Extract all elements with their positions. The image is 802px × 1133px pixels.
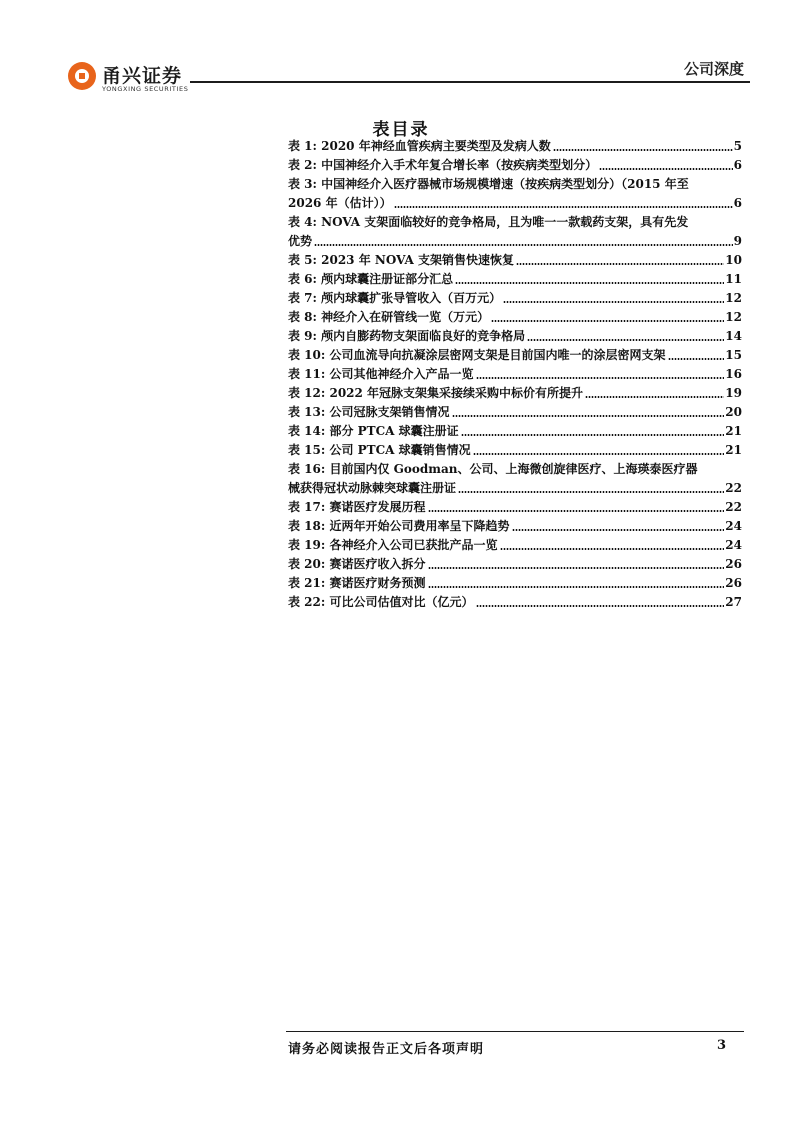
toc-item-page: 21 xyxy=(725,424,742,438)
toc-item[interactable] xyxy=(288,536,742,555)
toc-item-text-cont: 2026 年（估计）） xyxy=(288,196,392,210)
toc-item-text: 表 8: 神经介入在研管线一览（万元） xyxy=(288,310,490,324)
toc-item-text: 表 4: NOVA 支架面临较好的竞争格局，且为唯一一款载药支架，具有先发 xyxy=(288,215,689,229)
toc-item-text: 表 5: 2023 年 NOVA 支架销售快速恢复 xyxy=(288,253,514,267)
toc-leader-dots xyxy=(428,566,725,570)
toc-item-page: 20 xyxy=(725,405,742,419)
toc-item[interactable] xyxy=(288,270,742,289)
toc-item-page: 11 xyxy=(725,272,742,286)
toc-item-page: 6 xyxy=(733,158,742,172)
toc-leader-dots xyxy=(473,452,725,456)
toc-leader-dots xyxy=(314,243,733,247)
toc-leader-dots xyxy=(476,604,725,608)
toc-leader-dots xyxy=(527,338,724,342)
toc-leader-dots xyxy=(461,433,725,437)
toc-item[interactable] xyxy=(288,574,742,593)
toc-item-page: 26 xyxy=(725,557,742,571)
toc-item-page: 10 xyxy=(725,253,742,267)
toc-item-text-cont: 优势 xyxy=(288,234,313,248)
toc-item-page: 16 xyxy=(725,367,742,381)
toc-leader-dots xyxy=(553,148,733,152)
header-divider xyxy=(190,81,750,83)
footer-page-number: 3 xyxy=(716,1038,726,1053)
toc-item-text: 表 21: 赛诺医疗财务预测 xyxy=(288,576,426,590)
toc-leader-dots xyxy=(452,414,725,418)
toc-leader-dots xyxy=(394,205,733,209)
toc-leader-dots xyxy=(512,528,725,532)
toc-item[interactable] xyxy=(288,251,742,270)
toc-item-page: 19 xyxy=(725,386,742,400)
toc-item-page: 15 xyxy=(725,348,742,362)
toc-item-text: 表 11: 公司其他神经介入产品一览 xyxy=(288,367,474,381)
toc-item-text: 表 18: 近两年开始公司费用率呈下降趋势 xyxy=(288,519,510,533)
toc-leader-dots xyxy=(500,547,725,551)
toc-item-page: 14 xyxy=(725,329,742,343)
toc-item-text: 表 17: 赛诺医疗发展历程 xyxy=(288,500,426,514)
toc-item-text: 表 20: 赛诺医疗收入拆分 xyxy=(288,557,426,571)
toc-item-text: 表 6: 颅内球囊注册证部分汇总 xyxy=(288,272,454,286)
toc-item-text: 表 16: 目前国内仅 Goodman、公司、上海微创旋律医疗、上海瑛泰医疗器 xyxy=(288,462,698,476)
toc-item-second-line xyxy=(288,194,742,213)
toc-item-text: 表 7: 颅内球囊扩张导管收入（百万元） xyxy=(288,291,502,305)
footer-disclaimer: 请务必阅读报告正文后各项声明 xyxy=(288,1042,485,1057)
toc-item-text: 表 22: 可比公司估值对比（亿元） xyxy=(288,595,474,609)
toc-item[interactable] xyxy=(288,137,742,156)
toc-item[interactable] xyxy=(288,593,742,612)
toc-item[interactable] xyxy=(288,213,742,251)
toc-item-page: 24 xyxy=(725,519,742,533)
toc-item[interactable] xyxy=(288,460,742,498)
toc-leader-dots xyxy=(503,300,724,304)
toc-item[interactable] xyxy=(288,365,742,384)
toc-item[interactable] xyxy=(288,422,742,441)
footer-divider xyxy=(286,1031,744,1032)
toc-leader-dots xyxy=(455,281,724,285)
toc-item[interactable] xyxy=(288,517,742,536)
toc-item[interactable] xyxy=(288,327,742,346)
toc-item[interactable] xyxy=(288,403,742,422)
toc-leader-dots xyxy=(428,585,725,589)
toc-item-page: 24 xyxy=(725,538,742,552)
table-of-contents xyxy=(288,137,742,612)
toc-item-page: 21 xyxy=(725,443,742,457)
toc-item-text: 表 15: 公司 PTCA 球囊销售情况 xyxy=(288,443,471,457)
toc-item[interactable] xyxy=(288,289,742,308)
toc-item-text: 表 10: 公司血流导向抗凝涂层密网支架是目前国内唯一的涂层密网支架 xyxy=(288,348,666,362)
toc-item-text: 表 12: 2022 年冠脉支架集采接续采购中标价有所提升 xyxy=(288,386,584,400)
toc-item-second-line xyxy=(288,479,742,498)
toc-item-page: 22 xyxy=(725,481,742,495)
logo-brand-cn: 甬兴证券 xyxy=(102,65,183,87)
toc-item-page: 9 xyxy=(733,234,742,248)
toc-item-text: 表 14: 部分 PTCA 球囊注册证 xyxy=(288,424,459,438)
toc-item[interactable] xyxy=(288,156,742,175)
toc-item-text-cont: 械获得冠状动脉棘突球囊注册证 xyxy=(288,481,457,495)
toc-item-page: 27 xyxy=(725,595,742,609)
section-tag: 公司深度 xyxy=(683,60,744,78)
logo-brand-en: YONGXING SECURITIES xyxy=(102,85,189,93)
toc-item-text: 表 9: 颅内自膨药物支架面临良好的竞争格局 xyxy=(288,329,526,343)
toc-item-second-line xyxy=(288,232,742,251)
toc-item[interactable] xyxy=(288,384,742,403)
toc-leader-dots xyxy=(428,509,725,513)
toc-item-text: 表 2: 中国神经介入手术年复合增长率（按疾病类型划分） xyxy=(288,158,598,172)
toc-item[interactable] xyxy=(288,498,742,517)
toc-item-text: 表 3: 中国神经介入医疗器械市场规模增速（按疾病类型划分）（2015 年至 xyxy=(288,177,689,191)
toc-leader-dots xyxy=(585,395,724,399)
toc-leader-dots xyxy=(458,490,724,494)
logo-mark-icon xyxy=(68,62,96,90)
toc-leader-dots xyxy=(599,167,733,171)
toc-leader-dots xyxy=(516,262,724,266)
logo xyxy=(64,58,194,98)
toc-leader-dots xyxy=(476,376,725,380)
toc-title: 表目录 xyxy=(372,120,430,140)
toc-leader-dots xyxy=(491,319,724,323)
toc-item[interactable] xyxy=(288,175,742,213)
toc-item[interactable] xyxy=(288,555,742,574)
toc-item-page: 22 xyxy=(725,500,742,514)
toc-item[interactable] xyxy=(288,441,742,460)
toc-item-page: 5 xyxy=(733,139,742,153)
toc-item-page: 6 xyxy=(733,196,742,210)
toc-leader-dots xyxy=(668,357,725,361)
toc-item-text: 表 13: 公司冠脉支架销售情况 xyxy=(288,405,450,419)
toc-item-page: 12 xyxy=(725,310,742,324)
toc-item-page: 12 xyxy=(725,291,742,305)
toc-item[interactable] xyxy=(288,308,742,327)
toc-item-page: 26 xyxy=(725,576,742,590)
toc-item[interactable] xyxy=(288,346,742,365)
toc-item-text: 表 19: 各神经介入公司已获批产品一览 xyxy=(288,538,498,552)
toc-item-text: 表 1: 2020 年神经血管疾病主要类型及发病人数 xyxy=(288,139,551,153)
